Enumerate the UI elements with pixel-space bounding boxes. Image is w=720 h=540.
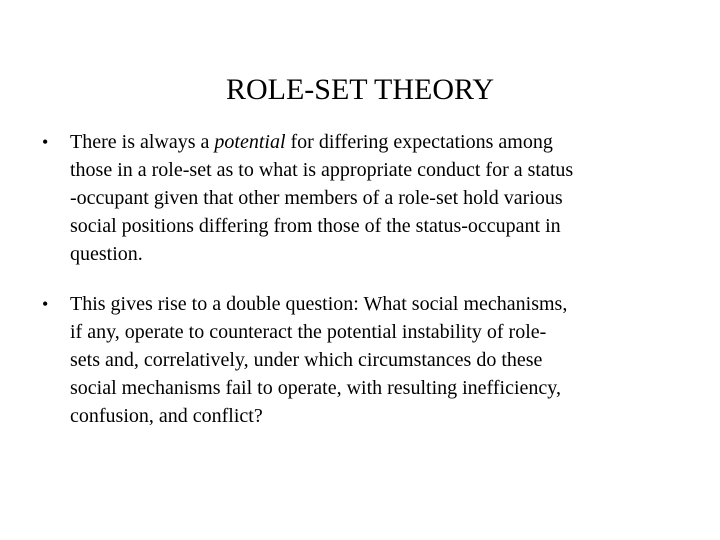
bullet-2-line-3: sets and, correlatively, under which circumstances do these bbox=[70, 349, 543, 371]
bullet-list bbox=[38, 128, 698, 452]
slide-title: ROLE-SET THEORY bbox=[225, 73, 495, 106]
bullet-1-line-1-pre: There is always a bbox=[70, 131, 215, 153]
bullet-1-line-1-post: for differing expectations among bbox=[285, 131, 553, 153]
bullet-1-line-1 bbox=[70, 128, 698, 156]
bullet-2-line-1: This gives rise to a double question: What social mechanisms, bbox=[70, 293, 568, 315]
bullet-1-line-2: those in a role-set as to what is appropriate conduct for a status bbox=[70, 159, 574, 181]
bullet-1-line-4: social positions differing from those of the status-occupant in bbox=[70, 215, 561, 237]
bullet-icon: • bbox=[42, 294, 49, 314]
bullet-2-line-4: social mechanisms fail to operate, with resulting inefficiency, bbox=[70, 377, 561, 399]
bullet-1-line-5: question. bbox=[70, 243, 143, 265]
bullet-2-line-2: if any, operate to counteract the potential instability of role- bbox=[70, 321, 547, 343]
bullet-1-line-3: -occupant given that other members of a role-set hold various bbox=[70, 187, 563, 209]
bullet-2-line-5: confusion, and conflict? bbox=[70, 405, 263, 427]
bullet-item-2 bbox=[38, 290, 698, 430]
emphasis-potential: potential bbox=[214, 131, 286, 153]
bullet-item-1 bbox=[38, 128, 698, 268]
bullet-icon: • bbox=[42, 132, 49, 152]
